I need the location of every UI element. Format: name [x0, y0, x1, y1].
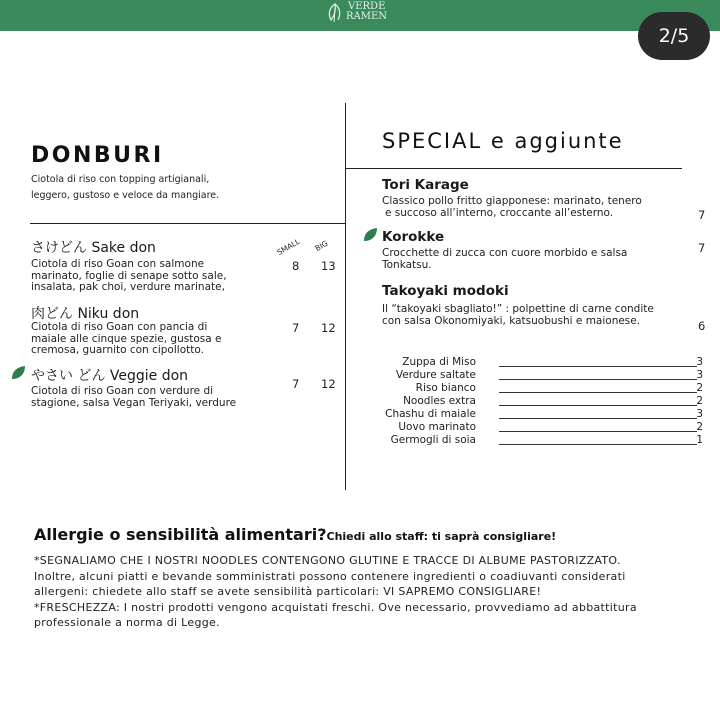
desc-line: stagione, salsa Vegan Teriyaki, verdure [31, 396, 237, 409]
extra-price: 1 [696, 434, 703, 446]
extra-name: Zuppa di Miso [402, 356, 476, 368]
menu-item-name: 肉どん Niku don [31, 306, 140, 322]
extra-row [384, 434, 704, 447]
logo-text-verde: VERDE [348, 1, 386, 12]
price-big: 12 [321, 321, 336, 335]
extra-price: 2 [696, 421, 703, 433]
special-price: 6 [698, 319, 706, 333]
leader-line [499, 379, 697, 380]
leaf-icon [10, 365, 26, 381]
extra-price: 3 [696, 408, 703, 420]
desc-line: marinato, foglie di senape sotto sale, [31, 269, 227, 282]
extra-price: 2 [696, 382, 703, 394]
special-item-desc [382, 304, 654, 327]
menu-item-desc [31, 322, 221, 357]
menu-item-name: さけどん Sake don [31, 240, 156, 256]
price-big: 13 [321, 259, 336, 273]
desc-line: Ciotola di riso Goan con salmone [31, 258, 205, 270]
extra-row [384, 356, 704, 369]
special-divider [346, 168, 682, 169]
logo-leaf-icon [326, 2, 344, 24]
extra-row [384, 408, 704, 421]
desc-line: insalata, pak choi, verdure marinate, [31, 281, 225, 293]
note-line: allergeni: chiedete allo staff se avete sensibilità particolari: VI SAPREMO CONSIGLIARE! [34, 585, 542, 598]
donburi-title: DONBURI [31, 143, 164, 168]
verde-ramen-logo [326, 0, 390, 26]
column-head-small: SMALL [275, 236, 302, 257]
extra-name: Chashu di maiale [385, 408, 476, 420]
column-divider [345, 103, 346, 490]
note-line: professionale a norma di Legge. [34, 616, 220, 629]
desc-line: Crocchette di zucca con cuore morbido e salsa [382, 247, 628, 259]
extra-price: 3 [696, 369, 703, 381]
note-line: *SEGNALIAMO CHE I NOSTRI NOODLES CONTENGONO GLUTINE E TRACCE DI ALBUME PASTORIZZATO. [34, 554, 621, 567]
special-item-name: Korokke [382, 229, 445, 245]
extra-name: Riso bianco [415, 382, 476, 394]
menu-item-name: やさい どん Veggie don [31, 368, 189, 384]
desc-line: Ciotola di riso Goan con verdure di [31, 385, 214, 397]
allergy-subtitle: Chiedi allo staff: ti saprà consigliare! [326, 530, 557, 543]
donburi-intro [31, 172, 219, 204]
extra-row [384, 395, 704, 408]
donburi-intro-line: leggero, gustoso e veloce da mangiare. [31, 190, 220, 201]
extra-row [384, 369, 704, 382]
extra-price: 2 [696, 395, 703, 407]
desc-line: Classico pollo fritto giapponese: marinato, tenero [382, 195, 642, 207]
desc-line: Il “takoyaki sbagliato!” : polpettine di carne condite [382, 303, 654, 315]
special-price: 7 [698, 241, 706, 255]
leader-line [499, 392, 697, 393]
special-item-name: Takoyaki modoki [382, 283, 509, 299]
special-item-desc [382, 196, 642, 219]
leader-line [499, 444, 697, 445]
extra-row [384, 421, 704, 434]
special-item-name: Tori Karage [382, 177, 469, 193]
extra-name: Verdure saltate [395, 369, 476, 381]
special-title: SPECIAL e aggiunte [382, 129, 624, 153]
leaf-icon [362, 227, 378, 243]
extra-name: Germogli di soia [390, 434, 476, 446]
leader-line [499, 431, 697, 432]
desc-line: e succoso all’interno, croccante all’esterno. [385, 206, 614, 219]
extra-price: 3 [696, 356, 703, 368]
desc-line: con salsa Okonomiyaki, katsuobushi e maionese. [382, 314, 641, 327]
extra-name: Uovo marinato [398, 421, 476, 433]
price-small: 7 [292, 377, 300, 391]
desc-line: Ciotola di riso Goan con pancia di [31, 321, 208, 333]
price-small: 8 [292, 259, 300, 273]
special-item-desc [382, 248, 627, 271]
leader-line [499, 366, 697, 367]
price-big: 12 [321, 377, 336, 391]
column-head-big: BIG [313, 238, 330, 253]
leader-line [499, 405, 697, 406]
leader-line [499, 418, 697, 419]
special-price: 7 [698, 208, 706, 222]
top-bar [0, 0, 720, 31]
price-small: 7 [292, 321, 300, 335]
allergy-notes [34, 553, 694, 631]
desc-line: Tonkatsu. [382, 258, 432, 271]
menu-item-desc [31, 386, 236, 409]
menu-item-desc [31, 259, 227, 294]
note-line: Inoltre, alcuni piatti e bevande somministrati possono contenere ingredienti o coadiuvanti considerati [34, 569, 626, 583]
page-indicator[interactable]: 2/5 [638, 12, 710, 60]
donburi-divider [30, 223, 346, 224]
note-line: *FRESCHEZZA: I nostri prodotti vengono acquistati freschi. Ove necessario, provvediamo ad abbattitura [34, 600, 637, 614]
desc-line: cremosa, guarnito con cipollotto. [31, 344, 204, 356]
extra-row [384, 382, 704, 395]
desc-line: maiale alle cinque spezie, gustosa e [31, 332, 222, 345]
allergy-heading [34, 525, 556, 544]
logo-text-ramen: RAMEN [346, 11, 388, 22]
extra-name: Noodles extra [403, 395, 476, 407]
donburi-intro-line: Ciotola di riso con topping artigianali, [31, 174, 210, 185]
allergy-title: Allergie o sensibilità alimentari? [34, 525, 327, 544]
